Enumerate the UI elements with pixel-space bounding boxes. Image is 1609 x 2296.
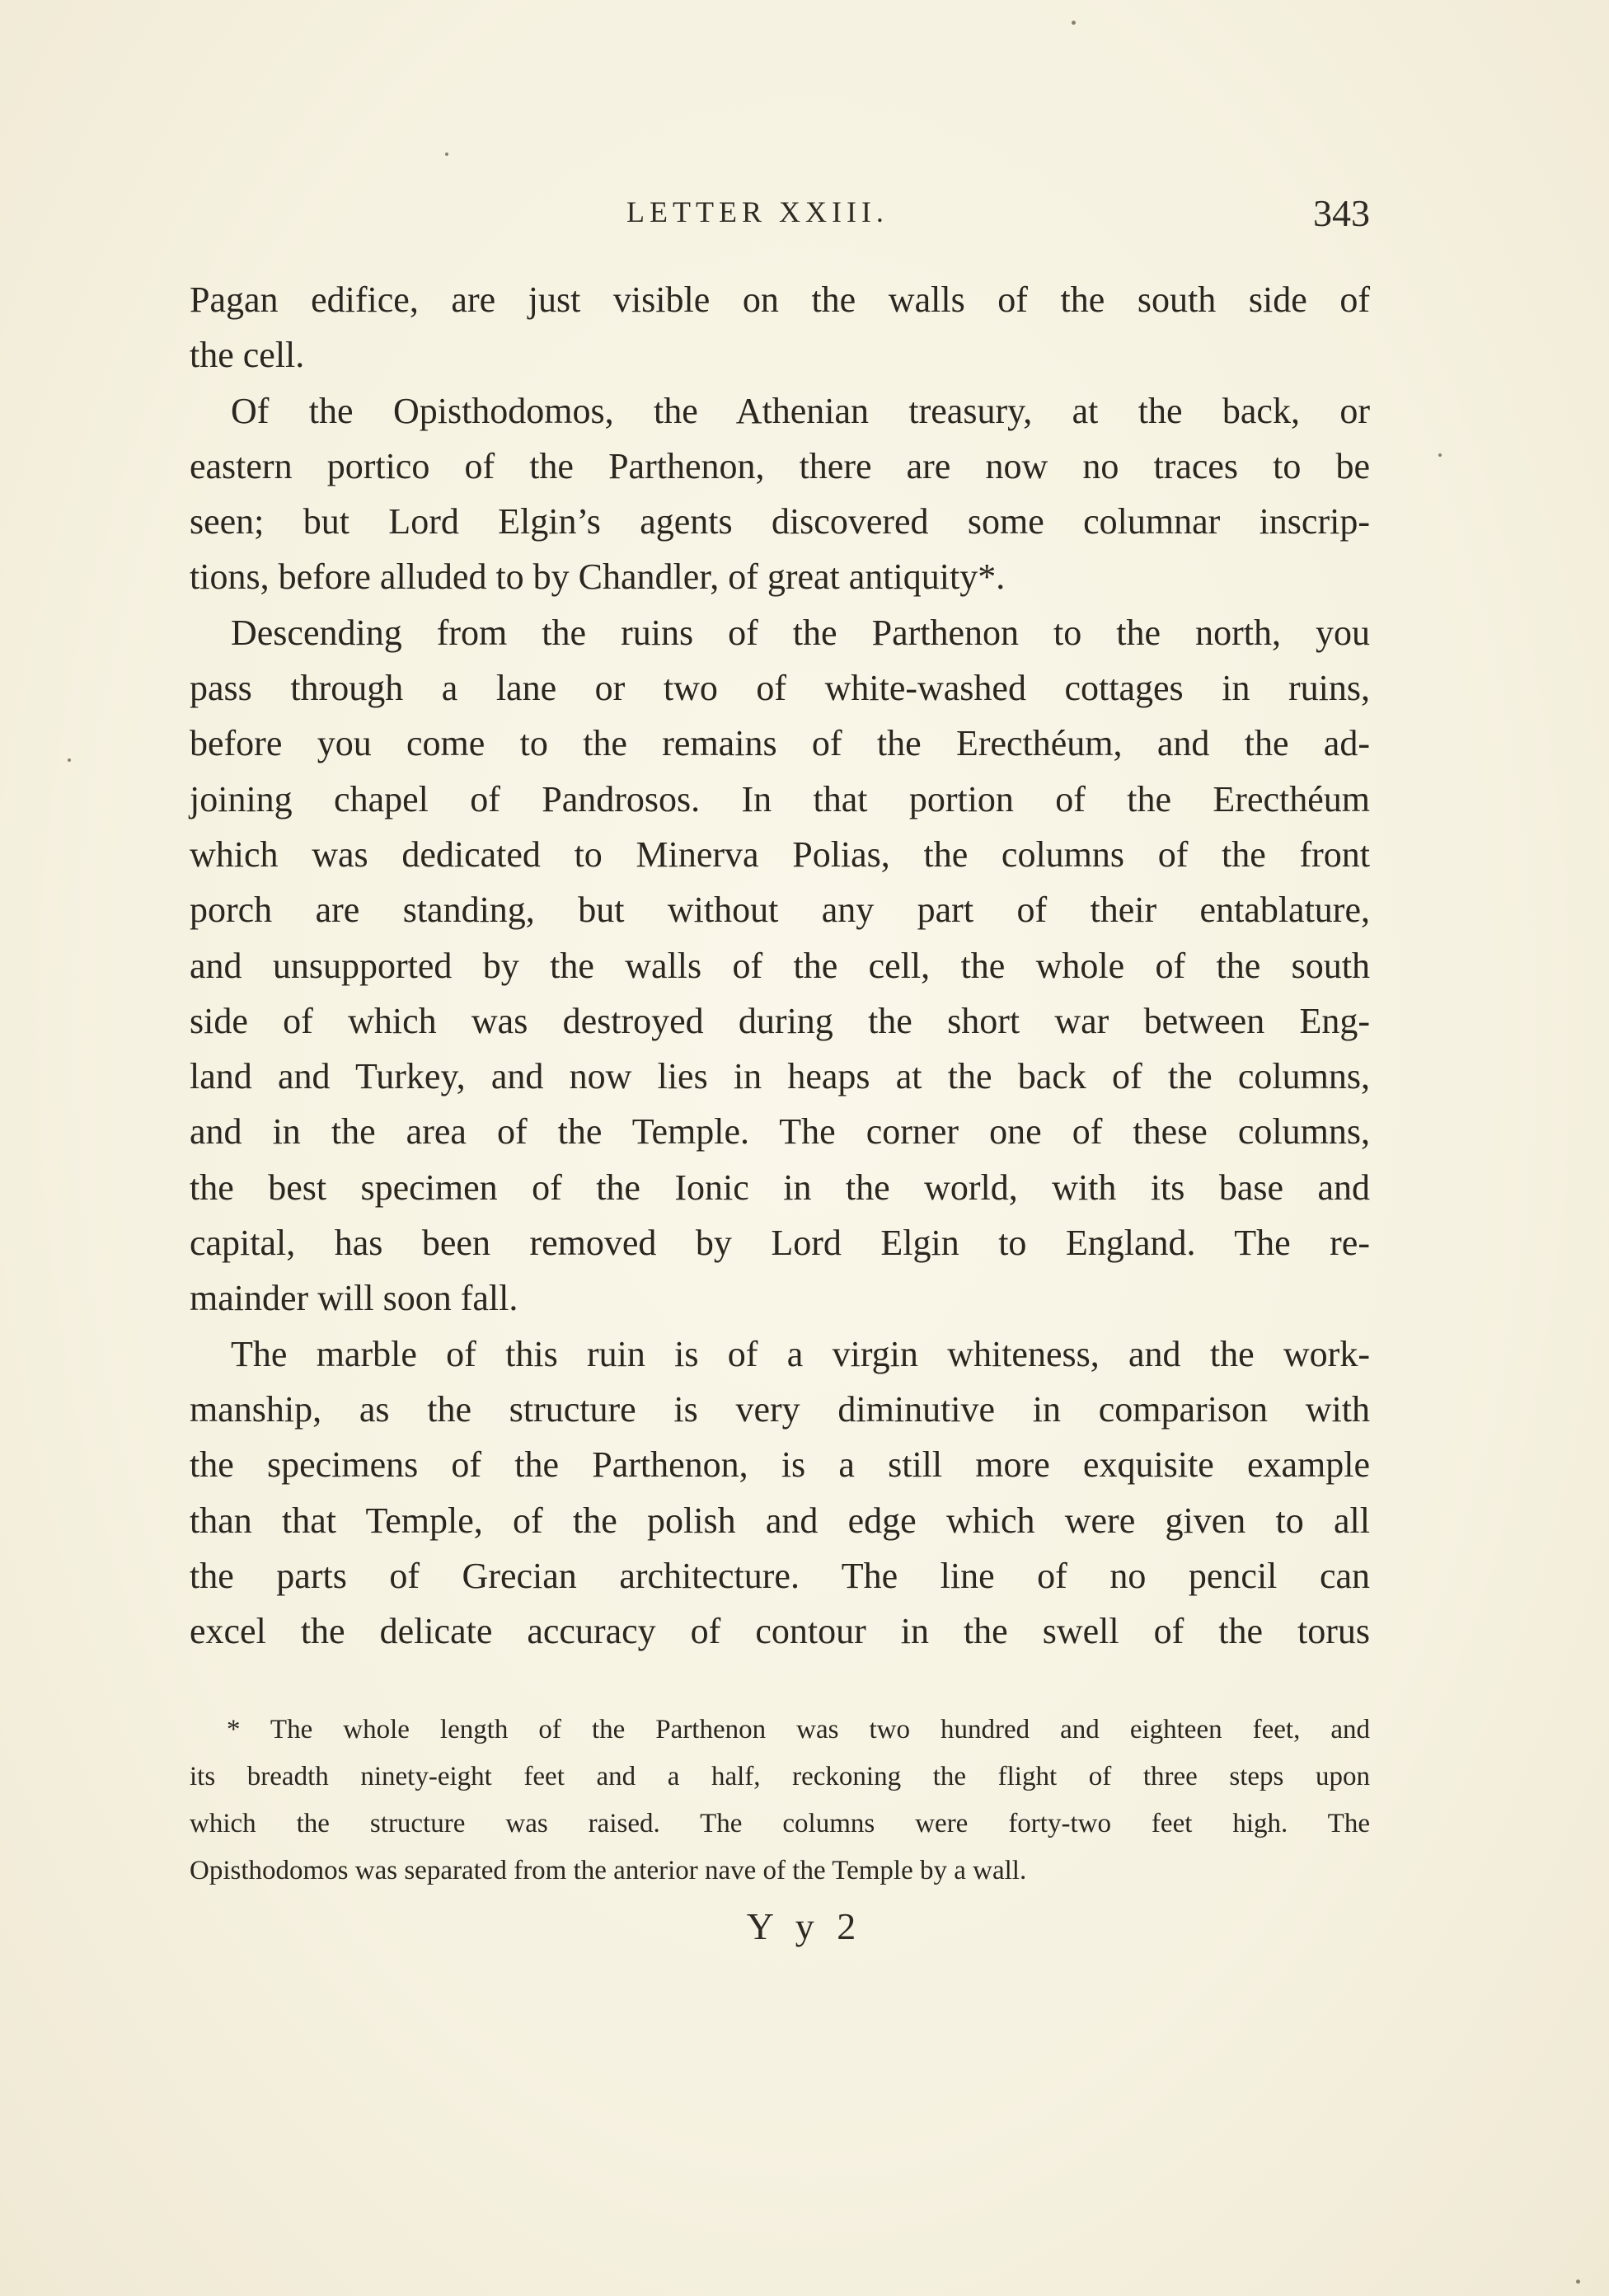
text-line: before you come to the remains of the Erecthéum, and the ad- — [190, 723, 1370, 764]
signature-mark: Y y 2 — [746, 1905, 863, 1947]
text-line: manship, as the structure is very diminutive in comparison with — [190, 1388, 1370, 1430]
text-line: joining chapel of Pandrosos. In that portion of the Erecthéum — [190, 778, 1370, 819]
running-title: LETTER XXIII. — [626, 195, 889, 228]
footnote-line: * The whole length of the Parthenon was two hundred and eighteen feet, and — [227, 1715, 1370, 1744]
text-line: tions, before alluded to by Chandler, of great antiquity*. — [190, 556, 1006, 598]
text-line: the cell. — [190, 335, 305, 376]
footnote-line: which the structure was raised. The columns were forty-two feet high. The — [190, 1809, 1370, 1838]
text-line: Of the Opisthodomos, the Athenian treasury, at the back, or — [231, 390, 1370, 431]
text-line: the best specimen of the Ionic in the world, with its base and — [190, 1167, 1370, 1208]
text-line: Descending from the ruins of the Parthenon to the north, you — [231, 612, 1370, 653]
text-line: and in the area of the Temple. The corner one of these columns, — [190, 1111, 1370, 1153]
text-line: Pagan edifice, are just visible on the walls of the south side of — [190, 279, 1370, 320]
text-line: seen; but Lord Elgin’s agents discovered some columnar inscrip- — [190, 501, 1370, 542]
footnote-line: Opisthodomos was separated from the anterior nave of the Temple by a wall. — [190, 1856, 1027, 1885]
paper-speck — [1438, 453, 1442, 457]
page-number: 343 — [1313, 192, 1370, 234]
paper-speck — [68, 758, 71, 762]
text-line: the specimens of the Parthenon, is a still more exquisite example — [190, 1444, 1370, 1486]
text-line: which was dedicated to Minerva Polias, the columns of the front — [190, 833, 1370, 875]
running-head — [190, 191, 1370, 241]
text-line: mainder will soon fall. — [190, 1278, 518, 1319]
text-line: porch are standing, but without any part of their entablature, — [190, 890, 1370, 931]
footnote-line: its breadth ninety-eight feet and a half, reckoning the flight of three steps upon — [190, 1762, 1370, 1791]
text-line: the parts of Grecian architecture. The line of no pencil can — [190, 1555, 1370, 1596]
text-line: and unsupported by the walls of the cell, the whole of the south — [190, 945, 1370, 986]
text-line: than that Temple, of the polish and edge which were given to all — [190, 1500, 1370, 1541]
paper-speck — [1576, 2280, 1580, 2284]
text-line: excel the delicate accuracy of contour in the swell of the torus — [190, 1611, 1370, 1652]
body-text — [190, 272, 1370, 1659]
text-line: pass through a lane or two of white-washed cottages in ruins, — [190, 668, 1370, 709]
paper-speck — [445, 153, 448, 156]
text-line: eastern portico of the Parthenon, there are now no traces to be — [190, 445, 1370, 486]
text-line: The marble of this ruin is of a virgin whiteness, and the work- — [231, 1333, 1370, 1374]
text-line: capital, has been removed by Lord Elgin to England. The re- — [190, 1223, 1370, 1264]
footnote — [190, 1707, 1370, 1895]
text-line: land and Turkey, and now lies in heaps at the back of the columns, — [190, 1056, 1370, 1097]
text-line: side of which was destroyed during the short war between Eng- — [190, 1000, 1370, 1041]
paper-speck — [1072, 21, 1076, 25]
